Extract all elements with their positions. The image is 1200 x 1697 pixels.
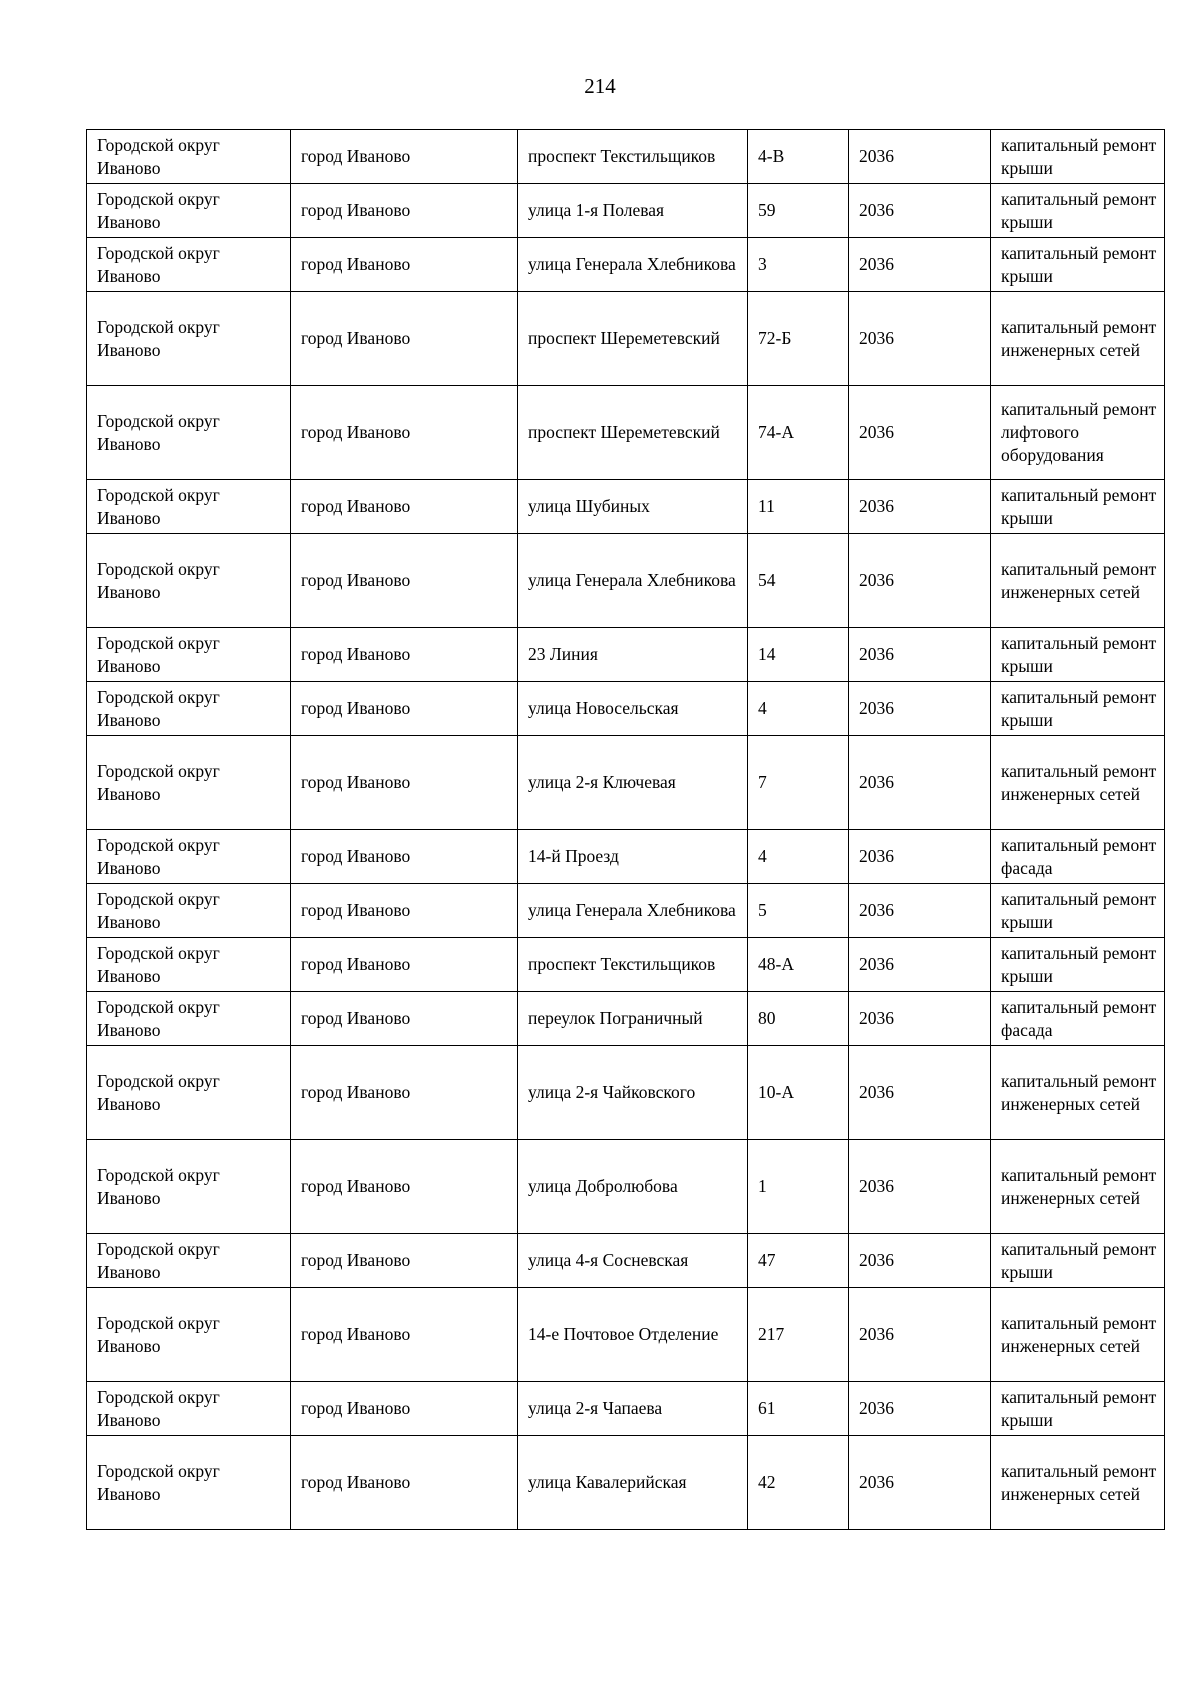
year-cell: 2036 xyxy=(849,534,991,628)
year-cell: 2036 xyxy=(849,238,991,292)
table-row xyxy=(87,238,1165,292)
city-cell: город Иваново xyxy=(291,1140,518,1234)
city-cell: город Иваново xyxy=(291,830,518,884)
work-type-cell: капитальный ремонт крыши xyxy=(991,184,1165,238)
house-number-cell: 11 xyxy=(748,480,849,534)
city-cell: город Иваново xyxy=(291,386,518,480)
year-cell: 2036 xyxy=(849,480,991,534)
city-cell: город Иваново xyxy=(291,1046,518,1140)
house-number-cell: 5 xyxy=(748,884,849,938)
city-cell: город Иваново xyxy=(291,938,518,992)
district-cell: Городской округ Иваново xyxy=(87,736,291,830)
city-cell: город Иваново xyxy=(291,682,518,736)
year-cell: 2036 xyxy=(849,184,991,238)
street-cell: улица Генерала Хлебникова xyxy=(518,884,748,938)
street-cell: улица Новосельская xyxy=(518,682,748,736)
street-cell: улица Добролюбова xyxy=(518,1140,748,1234)
house-number-cell: 72-Б xyxy=(748,292,849,386)
work-type-cell: капитальный ремонт крыши xyxy=(991,480,1165,534)
street-cell: переулок Пограничный xyxy=(518,992,748,1046)
street-cell: 14-е Почтовое Отделение xyxy=(518,1288,748,1382)
city-cell: город Иваново xyxy=(291,184,518,238)
table-row xyxy=(87,830,1165,884)
house-number-cell: 61 xyxy=(748,1382,849,1436)
work-type-cell: капитальный ремонт инженерных сетей xyxy=(991,1288,1165,1382)
repair-schedule-table xyxy=(86,129,1165,1530)
street-cell: улица 2-я Ключевая xyxy=(518,736,748,830)
district-cell: Городской округ Иваново xyxy=(87,884,291,938)
table-row xyxy=(87,884,1165,938)
district-cell: Городской округ Иваново xyxy=(87,386,291,480)
table-row xyxy=(87,292,1165,386)
city-cell: город Иваново xyxy=(291,480,518,534)
work-type-cell: капитальный ремонт крыши xyxy=(991,682,1165,736)
house-number-cell: 3 xyxy=(748,238,849,292)
house-number-cell: 10-А xyxy=(748,1046,849,1140)
house-number-cell: 47 xyxy=(748,1234,849,1288)
work-type-cell: капитальный ремонт инженерных сетей xyxy=(991,1046,1165,1140)
street-cell: улица 1-я Полевая xyxy=(518,184,748,238)
street-cell: улица 4-я Сосневская xyxy=(518,1234,748,1288)
work-type-cell: капитальный ремонт инженерных сетей xyxy=(991,534,1165,628)
district-cell: Городской округ Иваново xyxy=(87,938,291,992)
city-cell: город Иваново xyxy=(291,884,518,938)
table-row xyxy=(87,534,1165,628)
work-type-cell: капитальный ремонт крыши xyxy=(991,1234,1165,1288)
work-type-cell: капитальный ремонт крыши xyxy=(991,130,1165,184)
table-row xyxy=(87,480,1165,534)
street-cell: улица Кавалерийская xyxy=(518,1436,748,1530)
district-cell: Городской округ Иваново xyxy=(87,292,291,386)
district-cell: Городской округ Иваново xyxy=(87,130,291,184)
city-cell: город Иваново xyxy=(291,534,518,628)
work-type-cell: капитальный ремонт инженерных сетей xyxy=(991,1436,1165,1530)
house-number-cell: 48-А xyxy=(748,938,849,992)
year-cell: 2036 xyxy=(849,1288,991,1382)
street-cell: улица 2-я Чапаева xyxy=(518,1382,748,1436)
city-cell: город Иваново xyxy=(291,1234,518,1288)
work-type-cell: капитальный ремонт фасада xyxy=(991,992,1165,1046)
work-type-cell: капитальный ремонт инженерных сетей xyxy=(991,1140,1165,1234)
city-cell: город Иваново xyxy=(291,130,518,184)
work-type-cell: капитальный ремонт инженерных сетей xyxy=(991,736,1165,830)
district-cell: Городской округ Иваново xyxy=(87,1046,291,1140)
year-cell: 2036 xyxy=(849,1436,991,1530)
table-row xyxy=(87,628,1165,682)
work-type-cell: капитальный ремонт крыши xyxy=(991,1382,1165,1436)
work-type-cell: капитальный ремонт крыши xyxy=(991,238,1165,292)
house-number-cell: 14 xyxy=(748,628,849,682)
year-cell: 2036 xyxy=(849,292,991,386)
district-cell: Городской округ Иваново xyxy=(87,1382,291,1436)
table-row xyxy=(87,184,1165,238)
city-cell: город Иваново xyxy=(291,1436,518,1530)
year-cell: 2036 xyxy=(849,130,991,184)
district-cell: Городской округ Иваново xyxy=(87,682,291,736)
work-type-cell: капитальный ремонт инженерных сетей xyxy=(991,292,1165,386)
district-cell: Городской округ Иваново xyxy=(87,830,291,884)
table-row xyxy=(87,1234,1165,1288)
district-cell: Городской округ Иваново xyxy=(87,184,291,238)
year-cell: 2036 xyxy=(849,1382,991,1436)
table-body xyxy=(87,130,1165,1530)
city-cell: город Иваново xyxy=(291,292,518,386)
table-row xyxy=(87,1436,1165,1530)
street-cell: улица Шубиных xyxy=(518,480,748,534)
page-number: 214 xyxy=(584,74,616,98)
district-cell: Городской округ Иваново xyxy=(87,238,291,292)
city-cell: город Иваново xyxy=(291,992,518,1046)
work-type-cell: капитальный ремонт крыши xyxy=(991,938,1165,992)
table-row xyxy=(87,682,1165,736)
street-cell: проспект Текстильщиков xyxy=(518,938,748,992)
table-row xyxy=(87,736,1165,830)
street-cell: улица 2-я Чайковского xyxy=(518,1046,748,1140)
work-type-cell: капитальный ремонт фасада xyxy=(991,830,1165,884)
year-cell: 2036 xyxy=(849,1140,991,1234)
table-row xyxy=(87,386,1165,480)
street-cell: проспект Шереметевский xyxy=(518,292,748,386)
table-row xyxy=(87,1288,1165,1382)
year-cell: 2036 xyxy=(849,1234,991,1288)
house-number-cell: 4-В xyxy=(748,130,849,184)
house-number-cell: 4 xyxy=(748,682,849,736)
district-cell: Городской округ Иваново xyxy=(87,1436,291,1530)
house-number-cell: 1 xyxy=(748,1140,849,1234)
city-cell: город Иваново xyxy=(291,1382,518,1436)
house-number-cell: 217 xyxy=(748,1288,849,1382)
house-number-cell: 42 xyxy=(748,1436,849,1530)
house-number-cell: 7 xyxy=(748,736,849,830)
table-row xyxy=(87,1382,1165,1436)
street-cell: 14-й Проезд xyxy=(518,830,748,884)
district-cell: Городской округ Иваново xyxy=(87,480,291,534)
house-number-cell: 54 xyxy=(748,534,849,628)
street-cell: улица Генерала Хлебникова xyxy=(518,534,748,628)
table-row xyxy=(87,1140,1165,1234)
table-row xyxy=(87,1046,1165,1140)
street-cell: 23 Линия xyxy=(518,628,748,682)
year-cell: 2036 xyxy=(849,884,991,938)
district-cell: Городской округ Иваново xyxy=(87,1234,291,1288)
year-cell: 2036 xyxy=(849,1046,991,1140)
year-cell: 2036 xyxy=(849,682,991,736)
work-type-cell: капитальный ремонт лифтового оборудования xyxy=(991,386,1165,480)
city-cell: город Иваново xyxy=(291,628,518,682)
work-type-cell: капитальный ремонт крыши xyxy=(991,884,1165,938)
district-cell: Городской округ Иваново xyxy=(87,628,291,682)
house-number-cell: 59 xyxy=(748,184,849,238)
table-row xyxy=(87,938,1165,992)
district-cell: Городской округ Иваново xyxy=(87,1140,291,1234)
house-number-cell: 4 xyxy=(748,830,849,884)
street-cell: проспект Текстильщиков xyxy=(518,130,748,184)
district-cell: Городской округ Иваново xyxy=(87,992,291,1046)
house-number-cell: 80 xyxy=(748,992,849,1046)
city-cell: город Иваново xyxy=(291,1288,518,1382)
district-cell: Городской округ Иваново xyxy=(87,534,291,628)
year-cell: 2036 xyxy=(849,386,991,480)
year-cell: 2036 xyxy=(849,830,991,884)
street-cell: улица Генерала Хлебникова xyxy=(518,238,748,292)
street-cell: проспект Шереметевский xyxy=(518,386,748,480)
year-cell: 2036 xyxy=(849,992,991,1046)
city-cell: город Иваново xyxy=(291,736,518,830)
table-row xyxy=(87,130,1165,184)
district-cell: Городской округ Иваново xyxy=(87,1288,291,1382)
table-row xyxy=(87,992,1165,1046)
year-cell: 2036 xyxy=(849,938,991,992)
year-cell: 2036 xyxy=(849,628,991,682)
city-cell: город Иваново xyxy=(291,238,518,292)
year-cell: 2036 xyxy=(849,736,991,830)
house-number-cell: 74-А xyxy=(748,386,849,480)
work-type-cell: капитальный ремонт крыши xyxy=(991,628,1165,682)
